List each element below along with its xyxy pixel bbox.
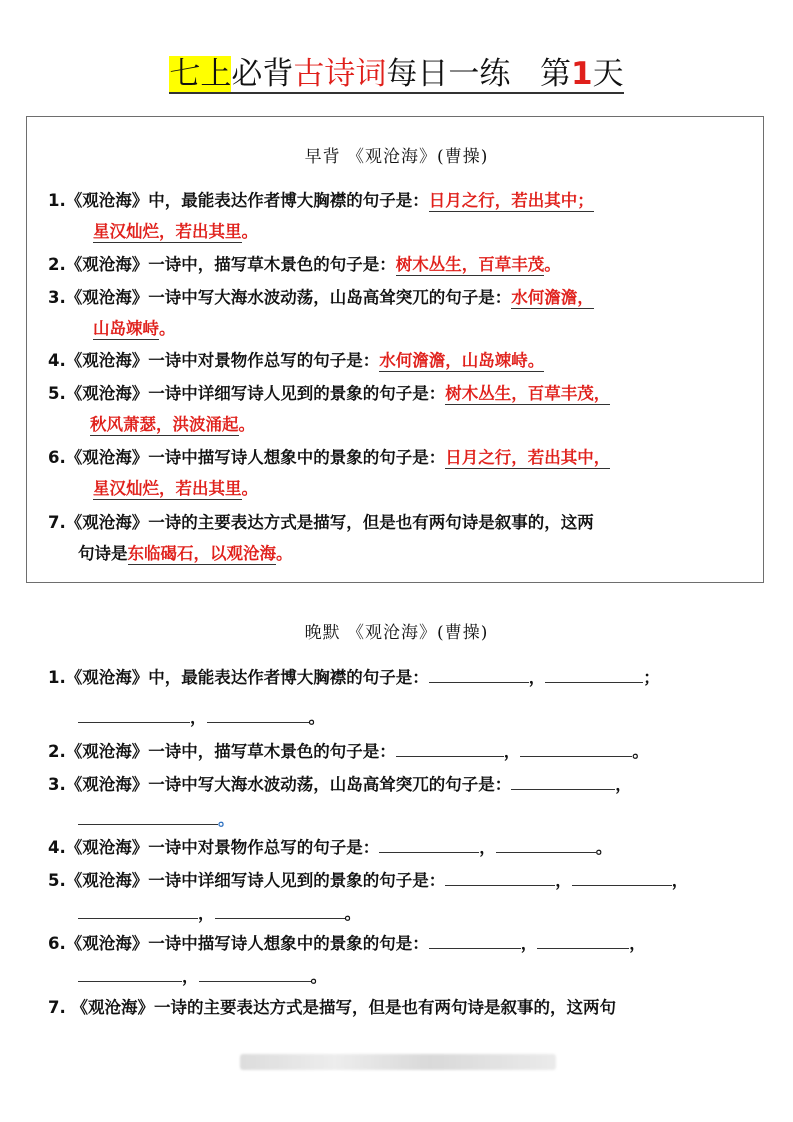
morning-q5 [48,382,610,406]
morning-q1 [48,189,594,213]
evening-q5 [48,869,688,893]
evening-q4 [48,836,612,860]
evening-q5-text: 5.《观沧海》一诗中详细写诗人见到的景象的句子是： [48,871,446,890]
answer-blank[interactable] [511,773,615,790]
morning-q6-cont [93,477,258,501]
punct-comma: ， [528,668,546,687]
morning-q3 [48,286,594,310]
blurred-footer [240,1054,556,1070]
morning-q6 [48,446,610,470]
morning-q1-answer-1: 日月之行，若出其中； [428,191,594,210]
morning-q4 [48,349,544,373]
morning-q3-answer-2: 山岛竦峙 [93,319,159,338]
title-must: 必背 [231,56,294,92]
morning-q4-text: 4.《观沧海》一诗中对景物作总写的句子是： [48,351,380,370]
evening-q2-text: 2.《观沧海》一诗中，描写草木景色的句子是： [48,742,396,761]
punct-comma: ， [182,967,199,986]
morning-q2 [48,253,561,277]
morning-q5-answer-1: 树木丛生，百草丰茂， [445,384,611,403]
answer-blank[interactable] [199,965,311,982]
morning-q1-answer-2: 星汉灿烂，若出其里 [93,222,242,241]
title-daily: 每日一练 [386,56,511,92]
answer-blank[interactable] [496,836,596,853]
evening-q6 [48,932,646,956]
punct-period: 。 [308,708,325,727]
answer-blank[interactable] [429,666,529,683]
morning-q7-cont [78,542,293,566]
answer-blank[interactable] [445,869,555,886]
morning-q5-end: 。 [238,415,255,434]
morning-q6-text: 6.《观沧海》一诗中描写诗人想象中的景象的句子是： [48,448,446,467]
evening-q3-text: 3.《观沧海》一诗中写大海水波动荡，山岛高耸突兀的句子是： [48,775,512,794]
morning-q5-cont [90,413,255,437]
morning-q2-end: 。 [544,255,561,274]
evening-q7 [48,996,616,1020]
evening-q5-cont [78,902,361,926]
punct-comma: ， [671,871,689,890]
morning-q2-text: 2.《观沧海》一诗中，描写草木景色的句子是： [48,255,396,274]
morning-q7-answer: 东临碣石，以观沧海 [127,544,276,563]
morning-q7 [48,511,594,535]
title-day-prefix: 第 [539,56,571,92]
punct-comma: ， [520,934,538,953]
morning-q1-end: 。 [241,222,258,241]
punct-comma: ， [190,708,207,727]
morning-q7-text-2: 句诗是 [78,544,128,563]
morning-q3-cont [93,317,176,341]
evening-q6-text: 6.《观沧海》一诗中描写诗人想象中的景象的句是： [48,934,429,953]
evening-q1-cont [78,706,325,730]
morning-q1-text: 1.《观沧海》中，最能表达作者博大胸襟的句子是： [48,191,429,210]
evening-q1-text: 1.《观沧海》中，最能表达作者博大胸襟的句子是： [48,668,429,687]
morning-q7-end: 。 [276,544,293,563]
punct-comma: ， [198,904,215,923]
title-day-suffix: 天 [592,56,624,92]
punct-period: 。 [218,810,235,829]
punct-period: 。 [310,967,327,986]
answer-blank[interactable] [520,740,632,757]
morning-q3-text: 3.《观沧海》一诗中写大海水波动荡，山岛高耸突兀的句子是： [48,288,512,307]
punct-period: 。 [595,838,613,857]
morning-q5-answer-2: 秋风萧瑟，洪波涌起 [90,415,239,434]
worksheet-title [0,52,793,96]
answer-blank[interactable] [215,902,345,919]
morning-q2-answer: 树木丛生，百草丰茂 [395,255,545,274]
evening-q2 [48,740,649,764]
punct-period: 。 [344,904,361,923]
morning-q6-answer-2: 星汉灿烂，若出其里 [93,479,242,498]
morning-q5-text: 5.《观沧海》一诗中详细写诗人见到的景象的句子是： [48,384,446,403]
punct-comma: ， [503,742,521,761]
answer-blank[interactable] [78,902,198,919]
answer-blank[interactable] [572,869,672,886]
punct-semicolon: ； [643,668,660,687]
answer-blank[interactable] [537,932,629,949]
answer-blank[interactable] [78,808,218,825]
evening-q3-cont [78,808,235,832]
evening-heading: 晚默 《观沧海》(曹操) [304,623,489,643]
title-day-number: 1 [570,56,593,92]
answer-blank[interactable] [396,740,504,757]
answer-blank[interactable] [429,932,521,949]
answer-blank[interactable] [207,706,309,723]
answer-blank[interactable] [545,666,643,683]
morning-q3-end: 。 [159,319,176,338]
title-grade: 七上 [169,56,232,92]
evening-q1 [48,666,660,690]
title-poetry: 古诗词 [293,56,387,92]
morning-q7-text: 7.《观沧海》一诗的主要表达方式是描写，但是也有两句诗是叙事的，这两 [48,513,594,532]
morning-q6-end: 。 [241,479,258,498]
morning-q6-answer-1: 日月之行，若出其中， [445,448,611,467]
evening-q7-text: 7. 《观沧海》一诗的主要表达方式是描写，但是也有两句诗是叙事的，这两句 [48,998,616,1017]
answer-blank[interactable] [78,965,182,982]
punct-comma: ， [629,934,646,953]
punct-comma: ， [615,775,632,794]
punct-comma: ， [555,871,572,890]
punct-comma: ， [479,838,496,857]
answer-blank[interactable] [78,706,190,723]
answer-blank[interactable] [379,836,479,853]
evening-q6-cont [78,965,327,989]
morning-q3-answer-1: 水何澹澹， [511,288,594,307]
evening-q4-text: 4.《观沧海》一诗中对景物作总写的句子是： [48,838,380,857]
morning-q4-answer: 水何澹澹，山岛竦峙。 [379,351,545,370]
morning-heading: 早背 《观沧海》(曹操) [304,147,489,167]
evening-q3 [48,773,632,797]
morning-q1-cont [93,220,258,244]
punct-period: 。 [632,742,649,761]
